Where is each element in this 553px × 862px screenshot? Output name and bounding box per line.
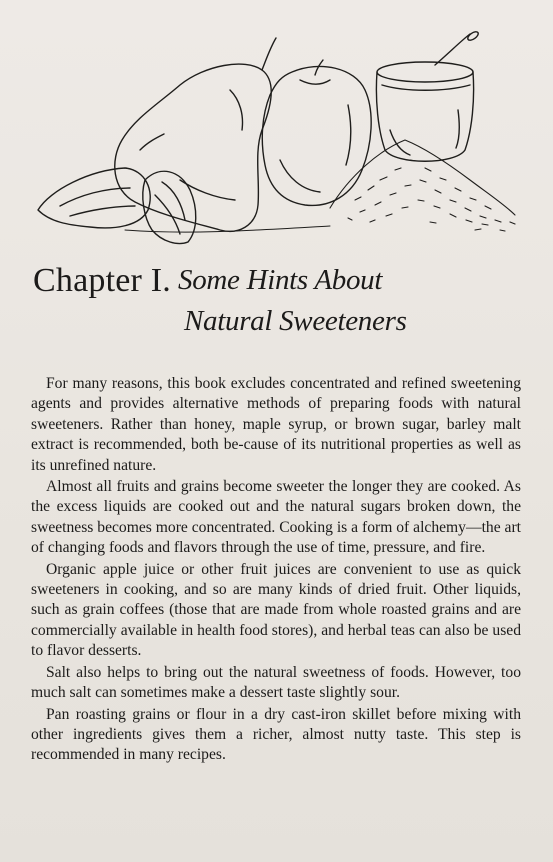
paragraph-juices-dried-fruit: Organic apple juice or other fruit juices are convenient to use as quick sweeteners in cooking, and so are many kinds of dried fruit. Other liquids, such as grain coffees (those that are made from whole roasted grains and are commercially available in health food stores), and herbal teas can also be used to flavor desserts. [31,560,521,660]
paragraph-sweetening-agents: For many reasons, this book excludes concentrated and refined sweetening agents and provides alternative methods of preparing foods with natural sweeteners. Rather than honey, maple syrup, or brown sugar, barley malt extract is recommended, both be-cause of its nutritional properties as well as its unrefined nature. [31,375,521,474]
honey-jar-with-spoon-icon [376,30,479,161]
apple-icon [262,60,371,205]
grain-pile-icon [330,140,515,231]
chapter-title-line-2: Natural Sweeteners [184,305,407,337]
chapter-heading [33,262,533,342]
chapter-label: Chapter I. [33,262,171,299]
chapter-title-line-1: Some Hints About [178,264,383,296]
fruit-and-grain-illustration [30,30,525,250]
paragraph-cooking-sweetness: Almost all fruits and grains become sweeter the longer they are cooked. As the excess liquids are cooked out and the natural sugars broken down, the sweetness becomes more concentrated. Cooking is a form of alchemy—the art of changing foods and flavors through the use of time, pressure, and fire. [31,478,521,557]
body-text [31,374,521,767]
paragraph-salt: Salt also helps to bring out the natural sweetness of foods. However, too much salt can sometimes make a dessert taste slightly sour. [31,663,521,702]
pear-icon [115,38,276,231]
paragraph-pan-roasting: Pan roasting grains or flour in a dry cast-iron skillet before mixing with other ingredients gives them a richer, almost nutty taste. This step is recommended in many recipes. [31,705,521,764]
